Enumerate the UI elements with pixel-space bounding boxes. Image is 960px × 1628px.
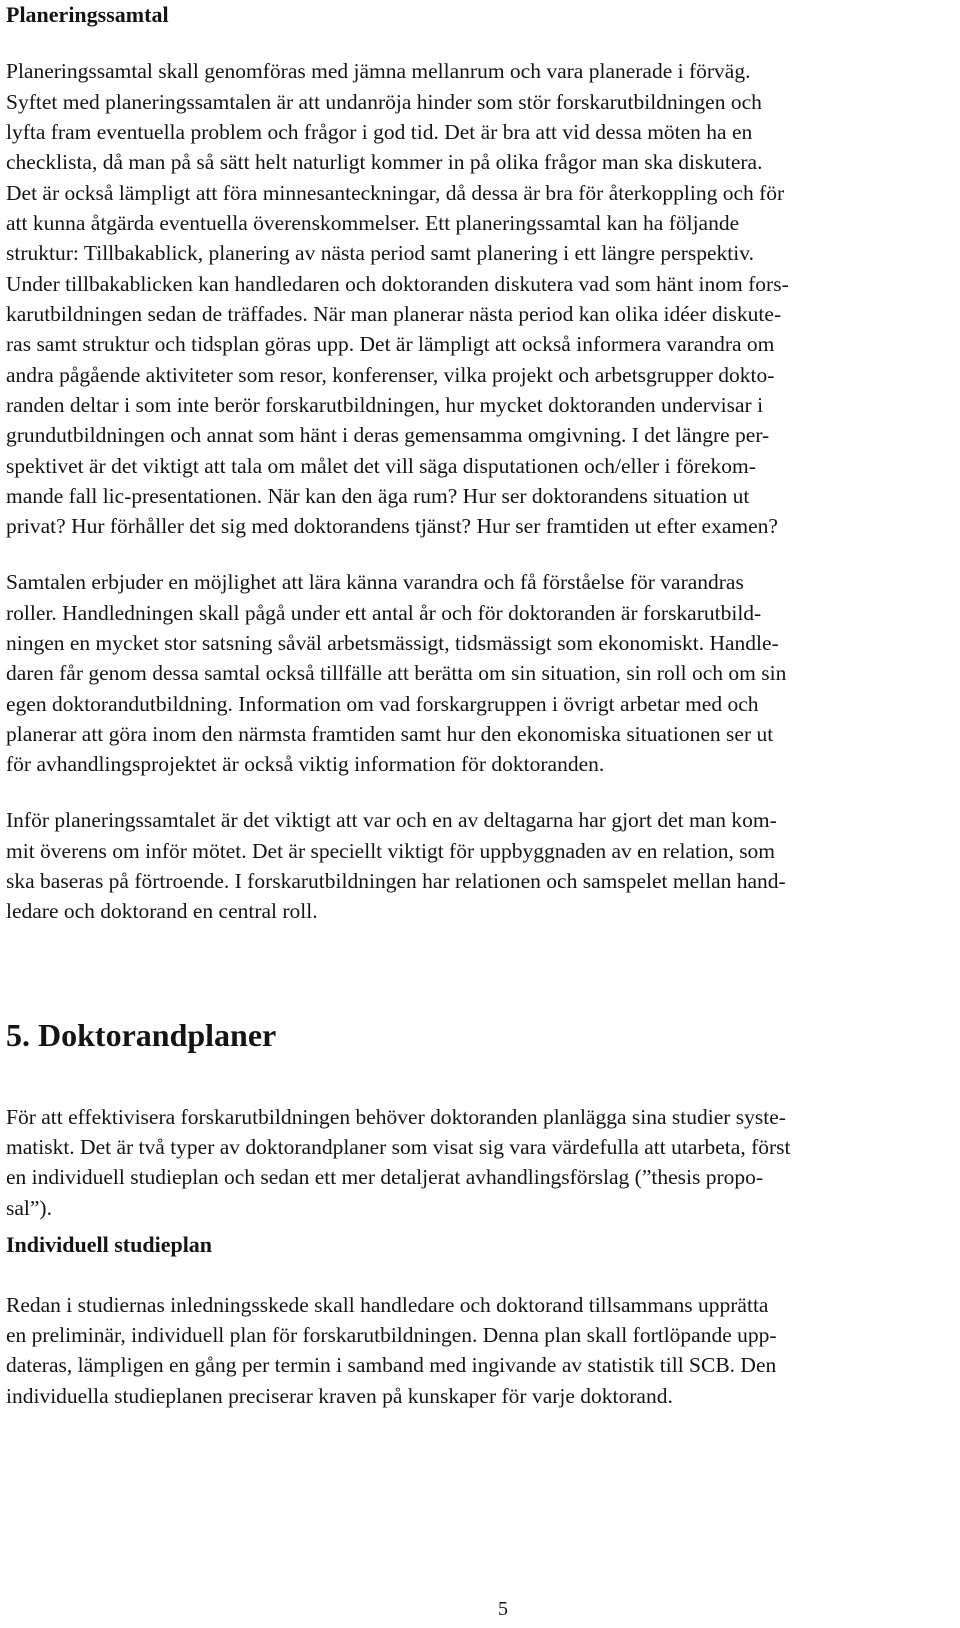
text-line: struktur: Tillbakablick, planering av nästa period samt planering i ett längre perspektiv. <box>6 241 754 265</box>
text-line: matiskt. Det är två typer av doktorandplaner som visat sig vara värdefulla att utarbeta, först <box>6 1135 791 1159</box>
text-line: Syftet med planeringssamtalen är att undanröja hinder som stör forskarutbildningen och <box>6 90 762 114</box>
text-line: ska baseras på förtroende. I forskarutbildningen har relationen och samspelet mellan hand- <box>6 869 786 893</box>
text-line: daren får genom dessa samtal också tillfälle att berätta om sin situation, sin roll och om sin <box>6 661 787 685</box>
text-line: en individuell studieplan och sedan ett mer detaljerat avhandlingsförslag (”thesis propo- <box>6 1165 764 1189</box>
text-line: mit överens om inför mötet. Det är speciellt viktigt för uppbyggnaden av en relation, som <box>6 839 776 863</box>
text-line: roller. Handledningen skall pågå under ett antal år och för doktoranden är forskarutbild- <box>6 601 762 625</box>
text-line: spektivet är det viktigt att tala om målet det vill säga disputationen och/eller i förekom- <box>6 454 756 478</box>
text-line: sal”). <box>6 1196 52 1220</box>
text-line: karutbildningen sedan de träffades. När man planerar nästa period kan olika idéer diskute- <box>6 302 782 326</box>
text-line: att kunna åtgärda eventuella överenskommelser. Ett planeringssamtal kan ha följande <box>6 211 740 235</box>
text-line: randen deltar i som inte berör forskarutbildningen, hur mycket doktoranden undervisar i <box>6 393 764 417</box>
text-line: ras samt struktur och tidsplan göras upp. Det är lämpligt att också informera varandra om <box>6 332 775 356</box>
text-line: Planeringssamtal skall genomföras med jämna mellanrum och vara planerade i förväg. <box>6 59 751 83</box>
text-line: Det är också lämpligt att föra minnesanteckningar, då dessa är bra för återkoppling och för <box>6 181 785 205</box>
text-line: Inför planeringssamtalet är det viktigt att var och en av deltagarna har gjort det man kom- <box>6 808 777 832</box>
text-line: ningen en mycket stor satsning såväl arbetsmässigt, tidsmässigt som ekonomiskt. Handle- <box>6 631 779 655</box>
text-line: planerar att göra inom den närmsta framtiden samt hur den ekonomiska situationen ser ut <box>6 722 774 746</box>
text-line: checklista, då man på så sätt helt naturligt kommer in på olika frågor man ska diskutera. <box>6 150 763 174</box>
text-line: lyfta fram eventuella problem och frågor i god tid. Det är bra att vid dessa möten ha en <box>6 120 753 144</box>
page-number: 5 <box>498 1598 508 1620</box>
text-line: privat? Hur förhåller det sig med doktorandens tjänst? Hur ser framtiden ut efter examen? <box>6 514 778 538</box>
text-line: en preliminär, individuell plan för forskarutbildningen. Denna plan skall fortlöpande upp- <box>6 1323 777 1347</box>
text-line: För att effektivisera forskarutbildningen behöver doktoranden planlägga sina studier syste- <box>6 1105 786 1129</box>
chapter-heading-doktorandplaner: 5. Doktorandplaner <box>6 1017 277 1053</box>
text-line: Under tillbakablicken kan handledaren och doktoranden diskutera vad som hänt inom fors- <box>6 272 789 296</box>
text-line: för avhandlingsprojektet är också viktig information för doktoranden. <box>6 752 605 776</box>
text-line: grundutbildningen och annat som hänt i deras gemensamma omgivning. I det längre per- <box>6 423 770 447</box>
section-heading-individuell-studieplan: Individuell studieplan <box>6 1232 213 1257</box>
section-heading-planeringssamtal: Planeringssamtal <box>6 2 169 27</box>
text-line: dateras, lämpligen en gång per termin i samband med ingivande av statistik till SCB. Den <box>6 1353 777 1377</box>
text-line: andra pågående aktiviteter som resor, konferenser, vilka projekt och arbetsgrupper dokto- <box>6 363 775 387</box>
text-line: Samtalen erbjuder en möjlighet att lära känna varandra och få förståelse för varandras <box>6 570 744 594</box>
text-line: individuella studieplanen preciserar kraven på kunskaper för varje doktorand. <box>6 1384 673 1408</box>
text-line: Redan i studiernas inledningsskede skall handledare och doktorand tillsammans upprätta <box>6 1293 769 1317</box>
text-line: mande fall lic-presentationen. När kan den äga rum? Hur ser doktorandens situation ut <box>6 484 750 508</box>
text-line: egen doktorandutbildning. Information om vad forskargruppen i övrigt arbetar med och <box>6 692 759 716</box>
text-line: ledare och doktorand en central roll. <box>6 899 318 923</box>
